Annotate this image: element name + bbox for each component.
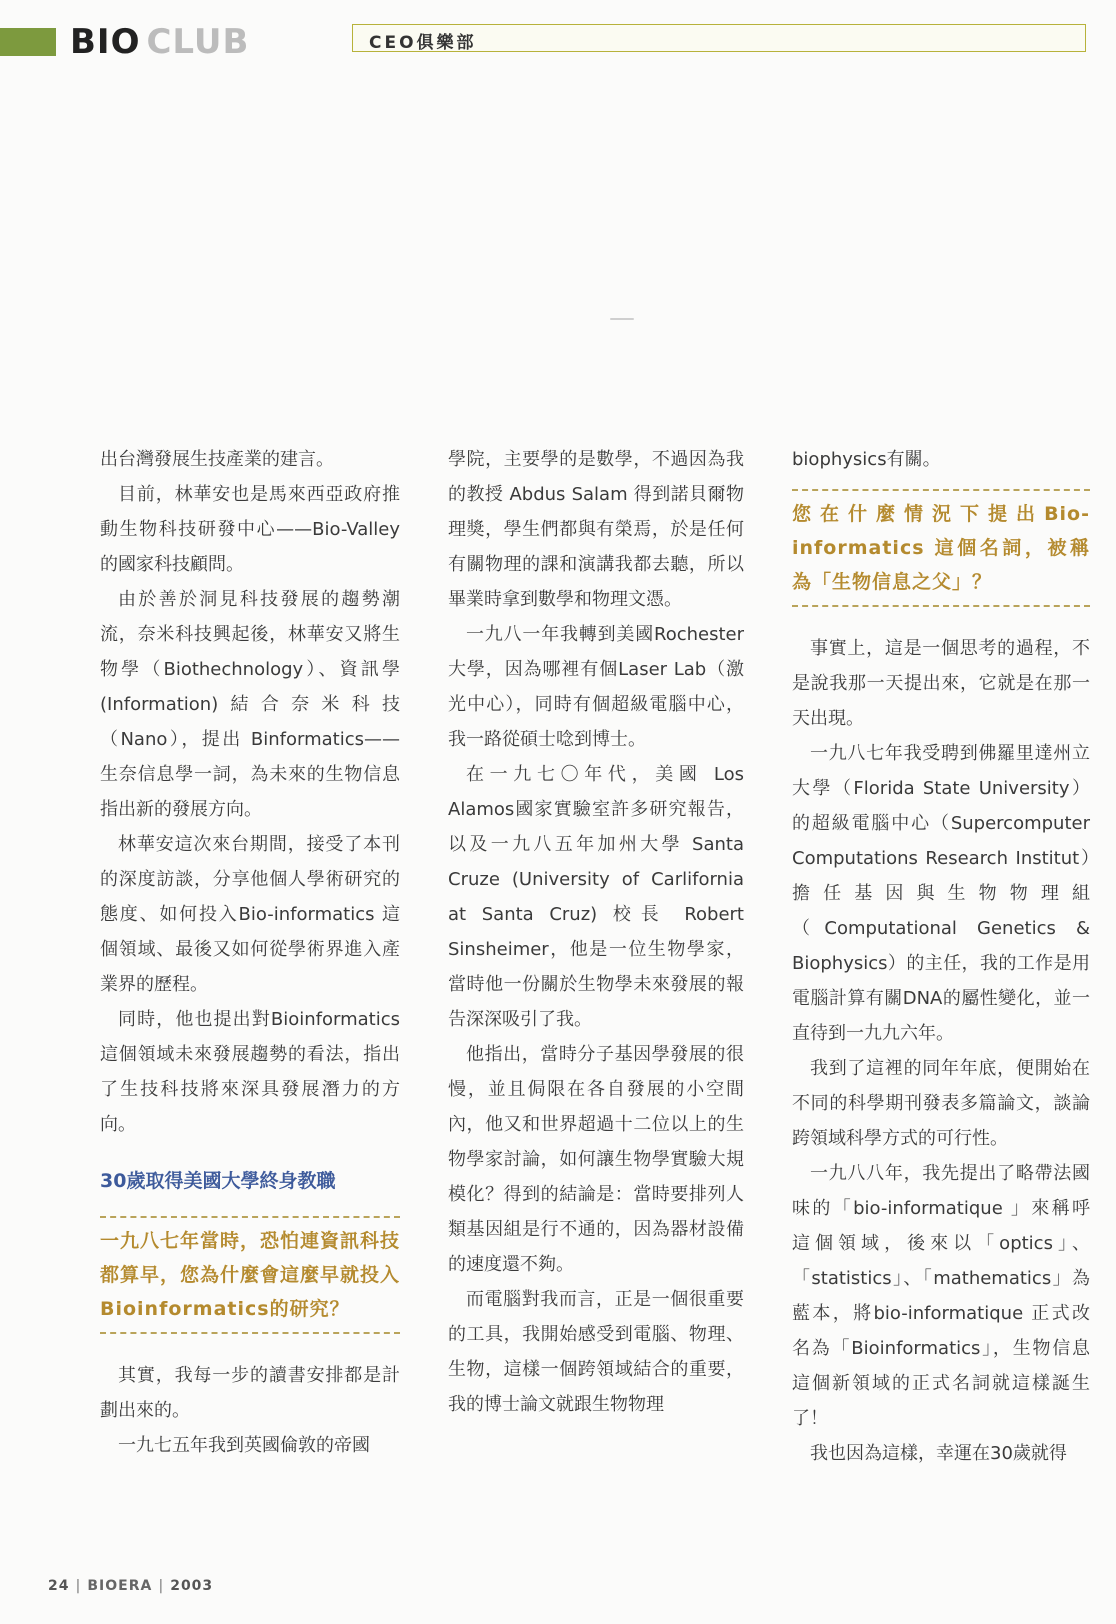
section-logo: [70, 22, 249, 62]
magazine-name: BIOERA: [87, 1578, 153, 1594]
column-title: CEO俱樂部: [369, 33, 477, 53]
paragraph: 我也因為這樣，幸運在30歲就得: [810, 1443, 1067, 1464]
paragraph: 事實上，這是一個思考的過程，不是說我那一天提出來，它就是在那一天出現。: [792, 638, 1090, 729]
paragraph: 他指出，當時分子基因學發展的很慢，並且侷限在各自發展的小空間內，他又和世界超過十二位以上的生物學家討論，如何讓生物學實驗大規模化？得到的結論是：當時要排列人類基因組是行不通的，因為器材設備的速度還不夠。: [448, 1044, 744, 1275]
paragraph: 由於善於洞見科技發展的趨勢潮流，奈米科技興起後，林華安又將生物學（Biothechnology）、資訊學(Information)結合奈米科技（Nano），提出 Binformatics——生奈信息學一詞，為未來的生物信息指出新的發展方向。: [100, 589, 400, 820]
page-footer: 24 | BIOERA | 2003: [48, 1578, 214, 1594]
decorative-dash: [610, 318, 634, 320]
page-number: 24: [48, 1578, 70, 1594]
paragraph: 而電腦對我而言，正是一個很重要的工具，我開始感受到電腦、物理、生物，這樣一個跨領域結合的重要，我的博士論文就跟生物物理: [448, 1289, 744, 1415]
paragraph: 一九八七年我受聘到佛羅里達州立大學（Florida State University）的超級電腦中心（Supercomputer Computations Research Institut）擔任基因與生物物理組（Computational Genetics & Biophysics）的主任，我的工作是用電腦計算有關DNA的屬性變化，並一直待到一九九六年。: [792, 743, 1090, 1044]
text-column-2: [448, 442, 744, 1422]
paragraph: biophysics有關。: [792, 449, 941, 470]
header-accent-bar: [0, 28, 56, 56]
paragraph: 一九八一年我轉到美國Rochester大學，因為哪裡有個Laser Lab（激光中心），同時有個超級電腦中心，我一路從碩士唸到博士。: [448, 624, 744, 750]
issue-year: 2003: [170, 1578, 214, 1594]
paragraph: 一九七五年我到英國倫敦的帝國: [118, 1435, 370, 1456]
paragraph: 林華安這次來台期間，接受了本刊的深度訪談，分享他個人學術研究的態度、如何投入Bio-informatics 這個領域、最後又如何從學術界進入產業界的歷程。: [100, 834, 400, 995]
question-box: [792, 489, 1090, 607]
section-logo-club: CLUB: [146, 22, 250, 62]
question-box: [100, 1216, 400, 1334]
paragraph: 學院，主要學的是數學，不過因為我的教授 Abdus Salam 得到諾貝爾物理獎，學生們都與有榮焉，於是任何有關物理的課和演講我都去聽，所以畢業時拿到數學和物理文憑。: [448, 449, 744, 610]
text-column-3: [792, 442, 1090, 1471]
interview-question: 您在什麼情況下提出Bio-informatics 這個名詞，被稱為「生物信息之父」？: [792, 503, 1090, 593]
paragraph: 出台灣發展生技產業的建言。: [100, 449, 334, 470]
paragraph: 其實，我每一步的讀書安排都是計劃出來的。: [100, 1365, 400, 1421]
paragraph: 同時，他也提出對Bioinformatics這個領域未來發展趨勢的看法，指出了生技科技將來深具發展潛力的方向。: [100, 1009, 400, 1135]
column-title-box: [352, 24, 1086, 52]
paragraph: 目前，林華安也是馬來西亞政府推動生物科技研發中心——Bio-Valley的國家科技顧問。: [100, 484, 400, 575]
interview-question: 一九八七年當時，恐怕連資訊科技都算早，您為什麼會這麼早就投入 Bioinformatics的研究？: [100, 1230, 401, 1320]
paragraph: 我到了這裡的同年年底，便開始在不同的科學期刊發表多篇論文，談論跨領域科學方式的可行性。: [792, 1058, 1090, 1149]
paragraph: 在一九七〇年代，美國 Los Alamos國家實驗室許多研究報告，以及一九八五年加州大學 Santa Cruze (University of Carlifornia at Santa Cruz) 校長 Robert Sinsheimer，他是一位生物學家，當時他一份關於生物學未來發展的報告深深吸引了我。: [448, 764, 744, 1030]
section-logo-bio: BIO: [70, 22, 141, 62]
paragraph: 一九八八年，我先提出了略帶法國味的「bio-informatique 」來稱呼這個領域，後來以「optics」、「statistics」、「mathematics」為藍本，將bio-informatique 正式改名為「Bioinformatics」，生物信息這個新領域的正式名詞就這樣誕生了！: [792, 1163, 1090, 1429]
text-column-1: [100, 442, 400, 1463]
section-subheading: 30歲取得美國大學終身教職: [100, 1170, 336, 1192]
